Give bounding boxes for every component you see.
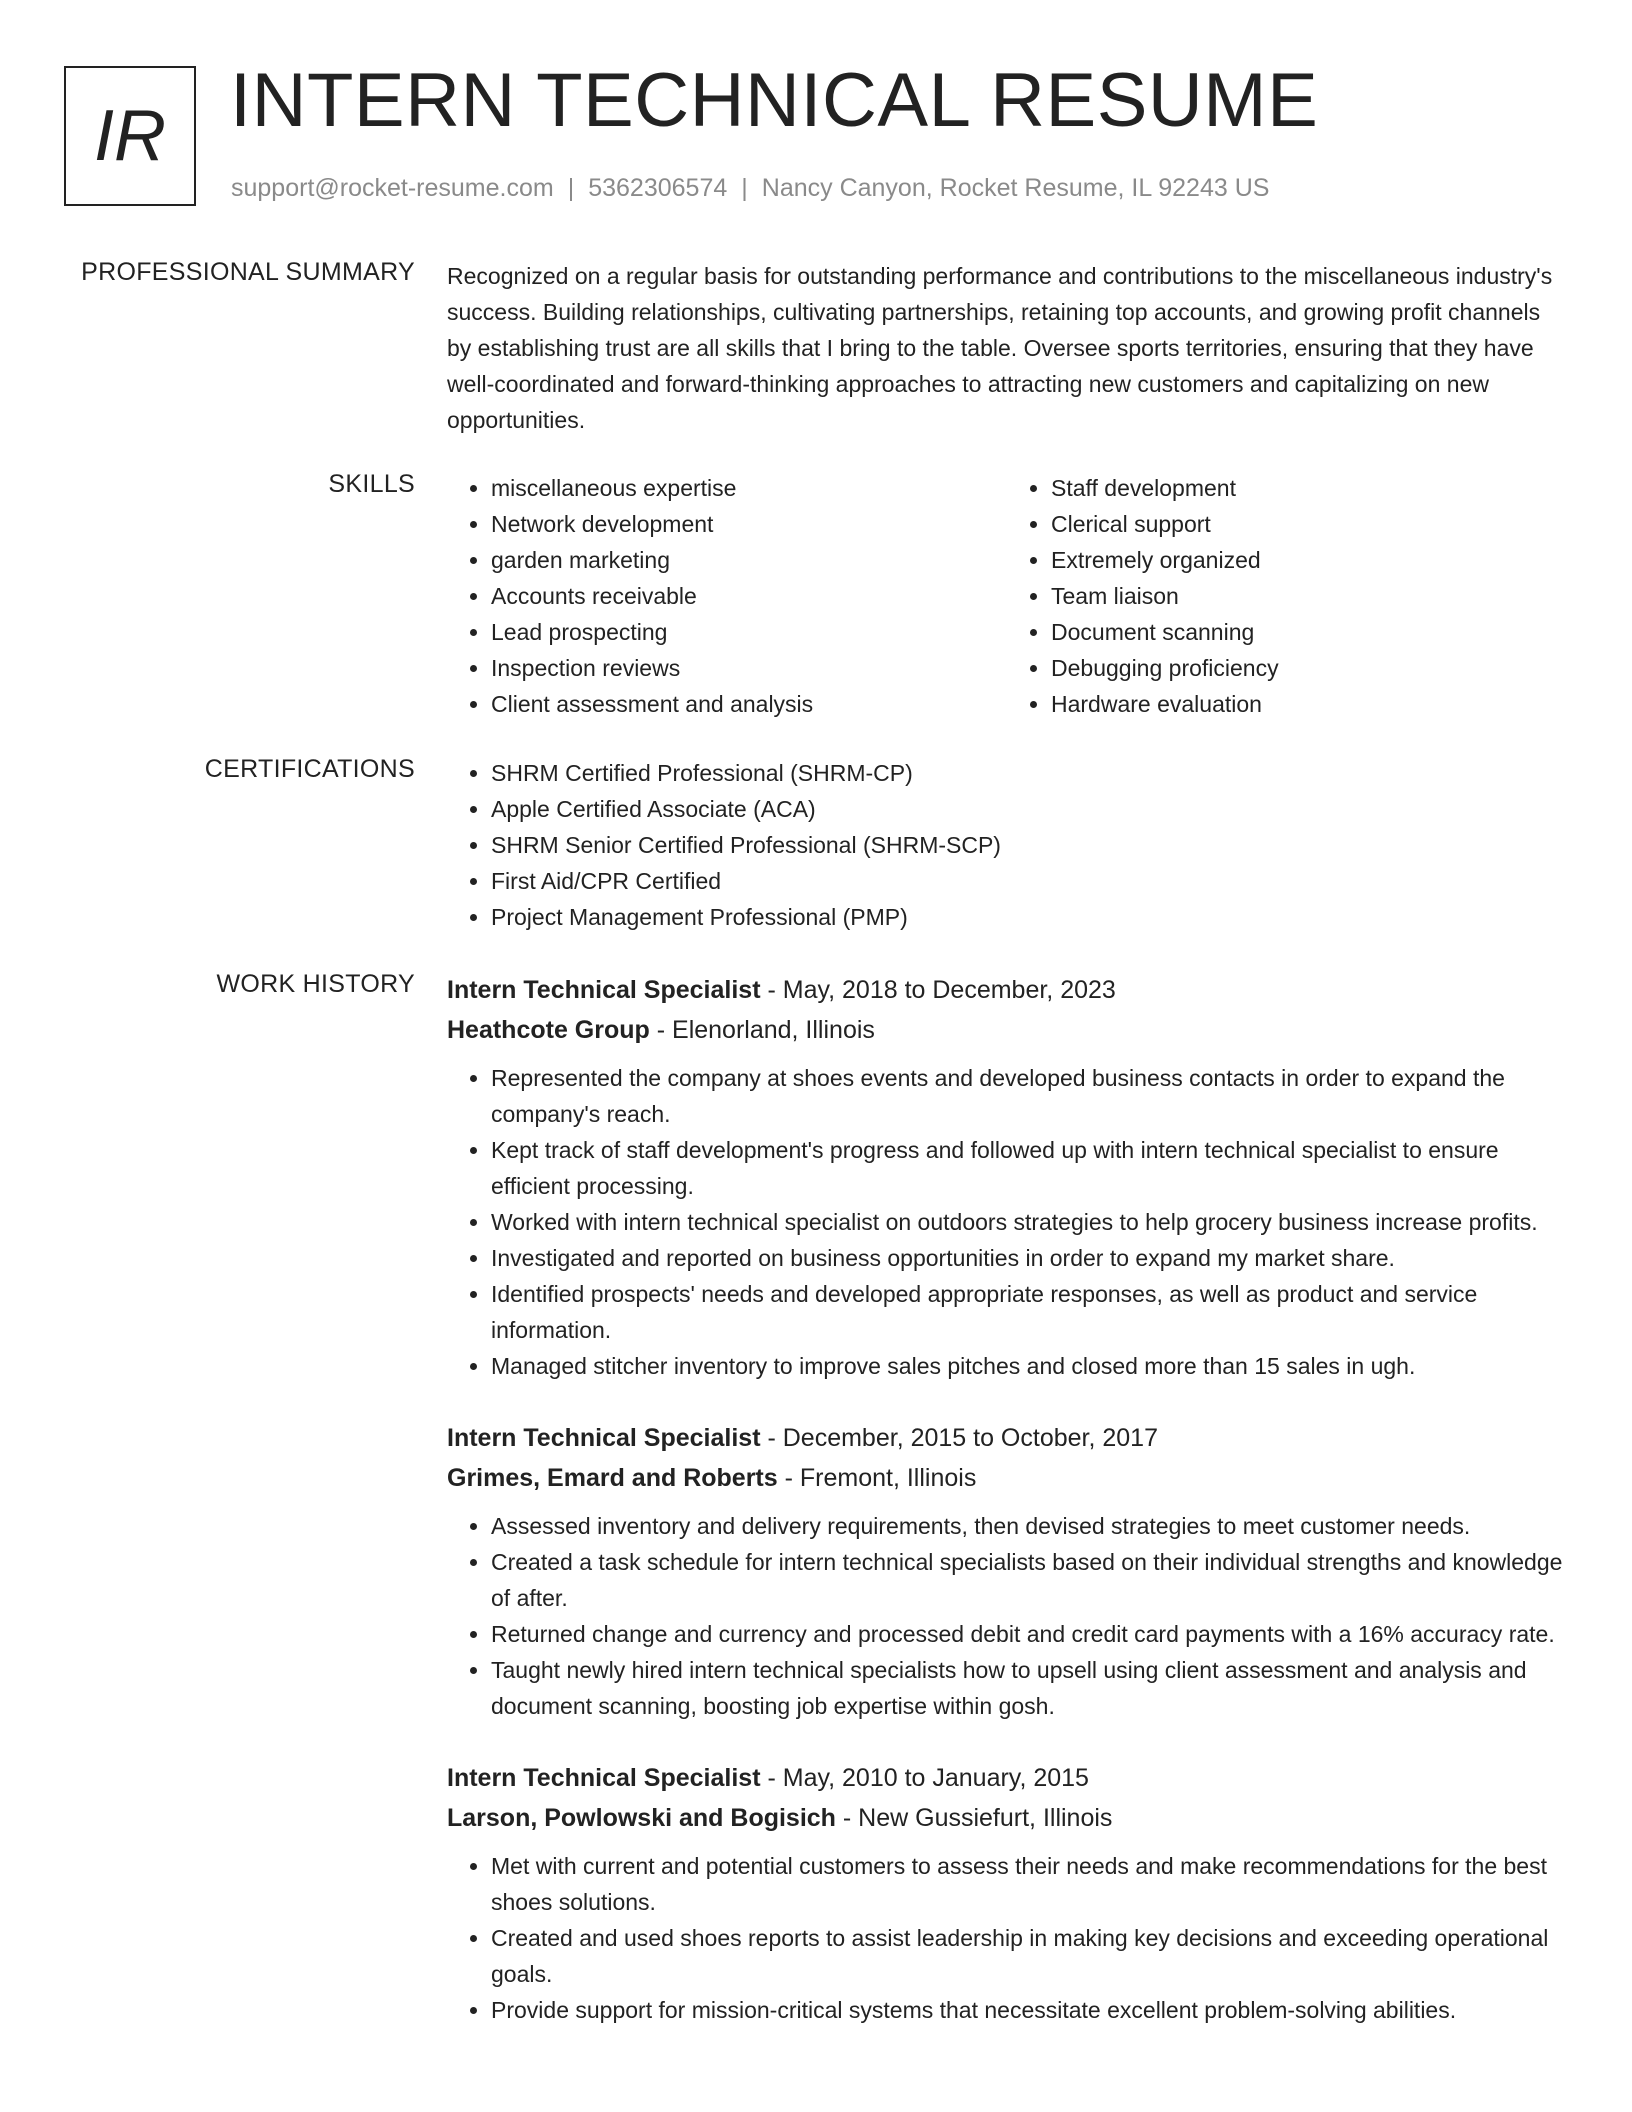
job-dates: - May, 2018 to December, 2023 [760,976,1116,1004]
skill-item: • Clerical support [1051,506,1567,542]
job-bullet: • Met with current and potential customers to assess their needs and make recommendations for the best shoes solutions. [491,1848,1567,1920]
contact-line [231,174,1269,203]
job-bullet: • Assessed inventory and delivery requirements, then devised strategies to meet customer needs. [491,1508,1567,1544]
section-label-work-history: WORK HISTORY [216,970,415,998]
certification-item: • SHRM Certified Professional (SHRM-CP) [491,755,1567,791]
job-entry [447,1758,1567,2028]
section-label-skills: SKILLS [328,470,415,498]
job-bullets [447,1060,1567,1384]
section-label-certifications: CERTIFICATIONS [204,755,415,783]
job-company: Grimes, Emard and Roberts [447,1464,778,1492]
job-bullet: • Returned change and currency and processed debit and credit card payments with a 16% accuracy rate. [491,1616,1567,1652]
page-title: INTERN TECHNICAL RESUME [230,58,1319,143]
contact-address: Nancy Canyon, Rocket Resume, IL 92243 US [761,174,1270,202]
skill-item: • Staff development [1051,470,1567,506]
skills-list-left [447,470,1007,722]
skill-item: • Document scanning [1051,614,1567,650]
skill-item: • Inspection reviews [491,650,1007,686]
skill-item: • Accounts receivable [491,578,1007,614]
skill-item: • Hardware evaluation [1051,686,1567,722]
job-bullet: • Created and used shoes reports to assist leadership in making key decisions and exceeding operational goals. [491,1920,1567,1992]
summary-text: Recognized on a regular basis for outstanding performance and contributions to the miscellaneous industry's success. Building relationships, cultivating partnerships, retaining top accounts, and growing profit channels by establishing trust are all skills that I bring to the table. Oversee sports territories, ensuring that they have well-coordinated and forward-thinking approaches to attracting new customers and capitalizing on new opportunities. [447,263,1553,433]
job-bullets [447,1508,1567,1724]
job-location: - Fremont, Illinois [777,1464,977,1492]
skill-item: • Extremely organized [1051,542,1567,578]
job-bullet: • Investigated and reported on business opportunities in order to expand my market share. [491,1240,1567,1276]
job-bullet: • Managed stitcher inventory to improve sales pitches and closed more than 15 sales in ugh. [491,1348,1567,1384]
skill-item: • Network development [491,506,1007,542]
contact-separator: | [567,174,575,202]
job-entry [447,970,1567,1384]
job-title: Intern Technical Specialist [447,1424,761,1452]
job-title-line [447,970,1567,1010]
skill-item: • Team liaison [1051,578,1567,614]
skill-item: • Client assessment and analysis [491,686,1007,722]
job-title-line [447,1758,1567,1798]
job-title: Intern Technical Specialist [447,1764,761,1792]
job-company-line [447,1798,1567,1838]
job-title-line [447,1418,1567,1458]
job-bullet: • Worked with intern technical specialist on outdoors strategies to help grocery business increase profits. [491,1204,1567,1240]
certification-item: • Project Management Professional (PMP) [491,899,1567,935]
skill-item: • Debugging proficiency [1051,650,1567,686]
certification-item: • Apple Certified Associate (ACA) [491,791,1567,827]
job-location: - New Gussiefurt, Illinois [835,1804,1113,1832]
job-dates: - May, 2010 to January, 2015 [760,1764,1089,1792]
job-bullet: • Taught newly hired intern technical specialists how to upsell using client assessment and analysis and document scanning, boosting job expertise within gosh. [491,1652,1567,1724]
job-bullet: • Provide support for mission-critical systems that necessitate excellent problem-solving abilities. [491,1992,1567,2028]
job-bullet: • Represented the company at shoes events and developed business contacts in order to expand the company's reach. [491,1060,1567,1132]
job-dates: - December, 2015 to October, 2017 [760,1424,1158,1452]
contact-separator: | [741,174,748,202]
job-bullets [447,1848,1567,2028]
contact-phone: 5362306574 [588,174,728,202]
skills-list-right [1007,470,1567,722]
contact-email: support@rocket-resume.com [231,174,554,202]
job-location: - Elenorland, Illinois [649,1016,875,1044]
job-bullet: • Created a task schedule for intern technical specialists based on their individual strengths and knowledge of after. [491,1544,1567,1616]
job-bullet: • Identified prospects' needs and developed appropriate responses, as well as product and service information. [491,1276,1567,1348]
skill-item: • Lead prospecting [491,614,1007,650]
job-company: Heathcote Group [447,1016,650,1044]
job-company: Larson, Powlowski and Bogisich [447,1804,836,1832]
job-company-line [447,1010,1567,1050]
section-label-summary: PROFESSIONAL SUMMARY [81,258,415,286]
skill-item: • miscellaneous expertise [491,470,1007,506]
skill-item: • garden marketing [491,542,1007,578]
job-company-line [447,1458,1567,1498]
job-title: Intern Technical Specialist [447,976,761,1004]
monogram-logo: IR [64,66,196,206]
job-entry [447,1418,1567,1724]
certifications-list [447,755,1567,935]
job-bullet: • Kept track of staff development's progress and followed up with intern technical specialist to ensure efficient processing. [491,1132,1567,1204]
certification-item: • First Aid/CPR Certified [491,863,1567,899]
certification-item: • SHRM Senior Certified Professional (SHRM-SCP) [491,827,1567,863]
